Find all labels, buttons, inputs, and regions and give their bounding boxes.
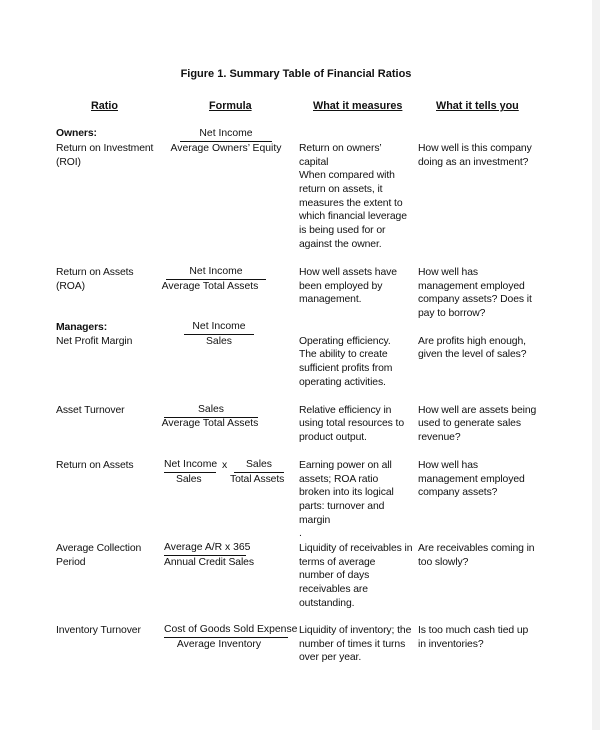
- formula-numerator: Net Income: [184, 321, 254, 335]
- ratio-name-line: Return on Assets: [56, 267, 134, 278]
- tells-line: given the level of sales?: [418, 349, 527, 360]
- measures-line: broken into its logical: [299, 487, 394, 498]
- figure-title: Figure 1. Summary Table of Financial Ratios: [180, 68, 412, 80]
- header-what-it-tells-you: What it tells you: [436, 100, 519, 112]
- tells-line: company assets?: [418, 487, 498, 498]
- tells-line: pay to borrow?: [418, 308, 486, 319]
- tells-line: Are receivables coming in: [418, 543, 535, 554]
- formula-denominator: Average Owners’ Equity: [170, 143, 282, 154]
- formula-numerator: Average A/R x 365: [164, 542, 246, 556]
- tells-line: How well are assets being: [418, 405, 537, 416]
- tells-line: How well has: [418, 460, 479, 471]
- measures-line: assets; ROA ratio: [299, 474, 379, 485]
- measures-line: which financial leverage: [299, 211, 407, 222]
- formula-denominator: Average Total Assets: [161, 418, 259, 429]
- tells-line: used to generate sales: [418, 418, 521, 429]
- formula-denominator: Total Assets: [230, 474, 285, 485]
- tells-line: management employed: [418, 281, 525, 292]
- measures-line: management.: [299, 294, 362, 305]
- measures-line: When compared with: [299, 170, 395, 181]
- measures-line: number of days: [299, 570, 370, 581]
- formula-numerator: Net Income: [166, 266, 266, 280]
- measures-line: The ability to create: [299, 349, 388, 360]
- measures-line: capital: [299, 157, 329, 168]
- measures-line: parts: turnover and: [299, 501, 385, 512]
- tells-line: doing as an investment?: [418, 157, 529, 168]
- measures-line: receivables are: [299, 584, 368, 595]
- header-what-it-measures: What it measures: [313, 100, 403, 112]
- measures-line: return on assets, it: [299, 184, 383, 195]
- ratio-name: Asset Turnover: [56, 405, 125, 416]
- ratio-name-line: (ROA): [56, 281, 85, 292]
- section-managers: Managers:: [56, 322, 108, 333]
- measures-line: against the owner.: [299, 239, 382, 250]
- ratio-name: Net Profit Margin: [56, 336, 133, 347]
- measures-line: Liquidity of receivables in: [299, 543, 413, 554]
- measures-line: number of times it turns: [299, 639, 406, 650]
- formula-numerator: Net Income: [164, 459, 216, 473]
- header-formula: Formula: [209, 100, 252, 112]
- measures-line: using total resources to: [299, 418, 405, 429]
- measures-line: been employed by: [299, 281, 383, 292]
- formula-numerator: Sales: [164, 404, 258, 418]
- measures-line: .: [299, 528, 302, 539]
- measures-line: sufficient profits from: [299, 363, 393, 374]
- header-ratio: Ratio: [91, 100, 118, 112]
- ratio-name: Return on Assets: [56, 460, 134, 471]
- tells-line: management employed: [418, 474, 525, 485]
- ratio-name-line: Return on Investment: [56, 143, 154, 154]
- ratio-name-line: Period: [56, 557, 86, 568]
- measures-line: product output.: [299, 432, 367, 443]
- formula-numerator: Cost of Goods Sold Expense: [164, 624, 288, 638]
- measures-line: Liquidity of inventory; the: [299, 625, 412, 636]
- measures-line: outstanding.: [299, 598, 355, 609]
- tells-line: Is too much cash tied up: [418, 625, 529, 636]
- formula-multiply-sign: x: [222, 460, 228, 471]
- ratio-name-line: (ROI): [56, 157, 81, 168]
- measures-line: Operating efficiency.: [299, 336, 391, 347]
- measures-line: is being used for or: [299, 225, 386, 236]
- tells-line: too slowly?: [418, 557, 469, 568]
- formula-denominator: Average Inventory: [176, 639, 262, 650]
- tells-line: How well is this company: [418, 143, 532, 154]
- formula-denominator: Average Total Assets: [161, 281, 259, 292]
- tells-line: How well has: [418, 267, 479, 278]
- measures-line: terms of average: [299, 557, 376, 568]
- tells-line: company assets? Does it: [418, 294, 532, 305]
- tells-line: in inventories?: [418, 639, 484, 650]
- measures-line: margin: [299, 515, 331, 526]
- section-owners: Owners:: [56, 128, 97, 139]
- measures-line: over per year.: [299, 652, 362, 663]
- measures-line: Earning power on all: [299, 460, 392, 471]
- ratio-name-line: Average Collection: [56, 543, 142, 554]
- formula-denominator: Sales: [176, 474, 202, 485]
- measures-line: Relative efficiency in: [299, 405, 392, 416]
- measures-line: How well assets have: [299, 267, 397, 278]
- formula-denominator: Annual Credit Sales: [164, 557, 254, 568]
- formula-numerator: Net Income: [180, 128, 272, 142]
- measures-line: Return on owners’: [299, 143, 382, 154]
- measures-line: operating activities.: [299, 377, 386, 388]
- formula-denominator: Sales: [206, 336, 232, 347]
- tells-line: Are profits high enough,: [418, 336, 526, 347]
- page-gutter: [592, 0, 600, 730]
- ratio-name: Inventory Turnover: [56, 625, 141, 636]
- formula-numerator: Sales: [234, 459, 284, 473]
- tells-line: revenue?: [418, 432, 461, 443]
- measures-line: measures the extent to: [299, 198, 403, 209]
